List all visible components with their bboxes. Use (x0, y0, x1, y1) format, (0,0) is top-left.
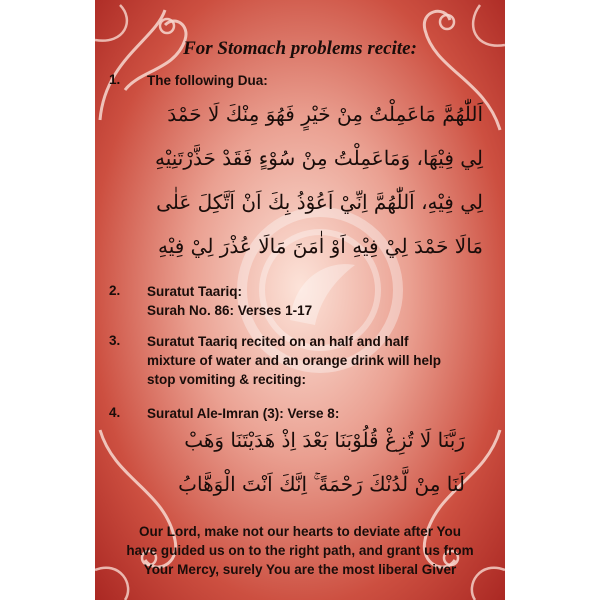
verse-arabic-line-2: لَنَا مِنْ لَّدُنْكَ رَحْمَةً ۚ اِنَّكَ اَنْتَ الْوَهَّابُ (178, 472, 465, 496)
item-3-line-3: stop vomiting & reciting: (147, 372, 307, 387)
translation-line-2: have guided us on to the right path, and grant us from (126, 543, 474, 558)
card-heading: For Stomach problems recite: (183, 38, 417, 59)
item-2-number: 2. (109, 283, 121, 298)
dua-card (95, 0, 505, 600)
dua-arabic-line-3: لِي فِيْهِ، اَللّٰهُمَّ اِنِّيْ اَعُوْذُ بِكَ اَنْ اَتَّكِلَ عَلٰى (156, 190, 483, 214)
item-3-number: 3. (109, 333, 121, 348)
translation-line-1: Our Lord, make not our hearts to deviate after You (138, 524, 462, 539)
item-1-number: 1. (109, 72, 121, 87)
item-2-line-1: Suratut Taariq: (147, 284, 243, 299)
item-3-line-1: Suratut Taariq recited on an half and half (147, 334, 409, 349)
dua-arabic-line-1: اَللّٰهُمَّ مَاعَمِلْتُ مِنْ خَيْرٍ فَهُوَ مِنْكَ لَا حَمْدَ (167, 102, 483, 126)
item-4-number: 4. (109, 405, 121, 420)
item-3-line-2: mixture of water and an orange drink will help (147, 353, 442, 368)
item-2-line-2: Surah No. 86: Verses 1-17 (147, 303, 313, 318)
dua-arabic-line-4: مَالَا حَمْدَ لِيْ فِيْهِ اَوْ اٰمَنَ مَالَا عُذْرَ لِيْ فِيْهِ (157, 234, 483, 258)
item-4-title: Suratul Ale-Imran (3): Verse 8: (147, 406, 340, 421)
dua-arabic-line-2: لِي فِيْهَا، وَمَاعَمِلْتُ مِنْ سُوْءٍ فَقَدْ حَذَّرْتَنِيْهِ (155, 146, 483, 170)
item-1-title: The following Dua: (147, 73, 268, 88)
translation-line-3: Your Mercy, surely You are the most liberal Giver (143, 562, 457, 577)
verse-translation (105, 522, 495, 579)
verse-arabic-line-1: رَبَّنَا لَا تُزِغْ قُلُوْبَنَا بَعْدَ اِذْ هَدَيْتَنَا وَهَبْ (184, 428, 465, 452)
